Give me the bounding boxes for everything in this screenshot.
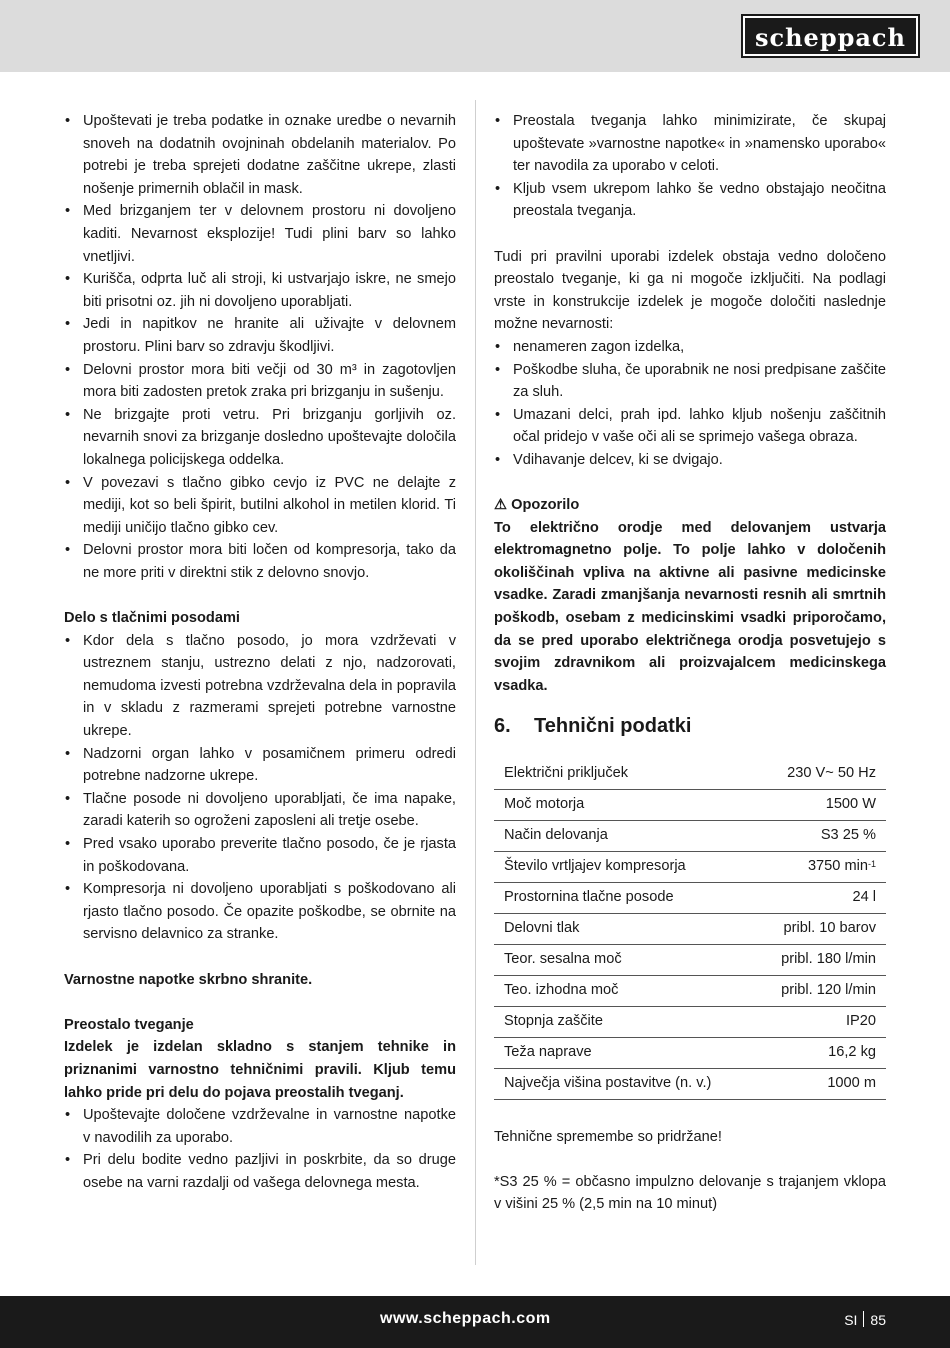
list-item: • V povezavi s tlačno gibko cevjo iz PVC ne delajte z mediji, kot so beli špirit, butilni alkohol in metilen klorid. Ti mediji uničijo tlačno gibko cev. [64,472,456,540]
list-item: • Ne brizgajte proti vetru. Pri brizganju gorljivih oz. nevarnih snovi za brizganje dosledno upoštevajte določila lokalnega policijskega oddelka. [64,404,456,472]
table-row [494,913,886,944]
section-heading-technical-data [494,715,886,738]
list-item: • Umazani delci, prah ipd. lahko kljub nošenju zaščitnih očal pridejo v vaše oči ali se sprimejo vašega obraza. [494,404,886,449]
spec-value-text: 1500 W [825,796,876,813]
spec-value [754,758,886,789]
list-item: • Vdihavanje delcev, ki se dvigajo. [494,449,886,472]
technical-changes-note: Tehnične spremembe so pridržane! [494,1128,722,1145]
list-item: • Jedi in napitkov ne hranite ali uživajte v delovnem prostoru. Plini barv so zdravju škodljivi. [64,313,456,358]
list-item: • Kompresorja ni dovoljeno uporabljati s poškodovano ali rjasto tlačno posodo. Če opazite poškodbe, se obrnite na servisno delavnico za stranke. [64,878,456,946]
footer-page-number: 85 [870,1312,886,1328]
table-row [494,1037,886,1068]
spec-label: Način delovanja [494,820,754,851]
s3-footnote: *S3 25 % = občasno impulzno delovanje s trajanjem vklopa v višini 25 % (2,5 min na 10 minut) [494,1173,886,1213]
list-item: • Kurišča, odprta luč ali stroji, ki ustvarjajo iskre, ne smejo biti prisotni oz. jih ni dovoljeno uporabljati. [64,268,456,313]
table-row [494,882,886,913]
table-row [494,851,886,882]
list-item: • Kljub vsem ukrepom lahko še vedno obstajajo neočitna preostala tveganja. [494,178,886,223]
list-item: • nenameren zagon izdelka, [494,336,886,359]
safety-list-spraying [64,110,456,584]
spec-label: Število vrtljajev kompresorja [494,851,754,882]
residual-risk-list [64,1104,456,1194]
spec-label: Stopnja zaščite [494,1006,754,1037]
spec-label: Moč motorja [494,789,754,820]
footer-bar [0,1296,950,1348]
left-column [64,110,456,1195]
list-item: • Pred vsako uporabo preverite tlačno posodo, če je rjasta in poškodovana. [64,833,456,878]
spec-value [754,820,886,851]
heading-residual-risk: Preostalo tveganje [64,1016,194,1033]
list-item: • Pri delu bodite vedno pazljivi in poskrbite, da so druge osebe na varni razdalji od vašega delovnega mesta. [64,1149,456,1194]
warning-triangle-icon: ⚠ [494,497,508,514]
spec-value-text: pribl. 120 l/min [781,982,876,999]
spec-value [754,1068,886,1099]
spec-value-text: IP20 [845,1013,876,1030]
spec-value-text: 1000 m [827,1075,876,1092]
spec-value [754,1006,886,1037]
footer-page-indicator [844,1311,886,1328]
list-item: • Delovni prostor mora biti ločen od kompresorja, tako da ne more priti v direktni stik z delovno snovjo. [64,539,456,584]
spec-value-text: 3750 min [807,858,868,875]
right-column [494,110,886,1216]
spec-value [754,975,886,1006]
table-row [494,758,886,789]
list-item: • Kdor dela s tlačno posodo, jo mora vzdrževati v ustreznem stanju, ustrezno delati z njo, nadzorovati, nemudoma izvesti potrebna vzdrževalna dela in popravila in v skladu z razmerami sprejeti potrebne varnostne ukrepe. [64,630,456,743]
list-item: • Preostala tveganja lahko minimizirate, če skupaj upoštevate »varnostne napotke« in »namensko uporabo« ter navodila za uporabo v celoti. [494,110,886,178]
spec-value [754,789,886,820]
table-row [494,1068,886,1099]
spec-value [754,1037,886,1068]
table-row [494,944,886,975]
section-title: Tehnični podatki [534,715,692,738]
spec-label: Delovni tlak [494,913,754,944]
residual-risk-intro: Izdelek je izdelan skladno s stanjem tehnike in priznanimi varnostno tehničnimi pravili. Kljub temu lahko pride pri delu do pojava preostalih tveganj. [64,1039,456,1101]
spec-unit-exponent: -1 [867,859,876,870]
keep-instructions-note: Varnostne napotke skrbno shranite. [64,971,313,988]
residual-minimize-list [494,110,886,223]
section-number: 6. [494,715,511,738]
spec-value-text: 16,2 kg [828,1044,876,1061]
spec-label: Teo. izhodna moč [494,975,754,1006]
spec-value [754,882,886,913]
spec-value-text: 230 V~ 50 Hz [787,764,876,781]
table-row [494,789,886,820]
brand-logo: scheppach [743,16,918,56]
list-item: • Poškodbe sluha, če uporabnik ne nosi predpisane zaščite za sluh. [494,359,886,404]
spec-value-text: S3 25 % [820,827,876,844]
spec-value [754,851,886,882]
spec-value [754,944,886,975]
spec-label: Električni priključek [494,758,754,789]
heading-pressure-vessels: Delo s tlačnimi posodami [64,610,240,627]
spec-value [754,913,886,944]
table-row [494,820,886,851]
footer-language: SI [844,1312,858,1328]
list-item: • Tlačne posode ni dovoljeno uporabljati, če ima napake, zaradi katerih so ogroženi zaposleni ali tretje osebe. [64,788,456,833]
safety-list-pressure [64,630,456,946]
table-row [494,1006,886,1037]
spec-value-text: 24 l [852,889,876,906]
header-bar [0,0,950,72]
spec-label: Največja višina postavitve (n. v.) [494,1068,754,1099]
residual-risk-paragraph: Tudi pri pravilni uporabi izdelek obstaja vedno določeno preostalo tveganje, ki ga ni mogoče izključiti. Na podlagi vrste in konstrukcije izdelek je mogoče določiti naslednje možne nevarnosti: [494,248,886,333]
possible-hazards-list [494,336,886,472]
technical-data-table [494,758,886,1100]
footer-website-link[interactable]: www.scheppach.com [380,1310,551,1327]
spec-label: Teža naprave [494,1037,754,1068]
list-item: • Upoštevati je treba podatke in oznake uredbe o nevarnih snoveh na dodatnih ovojninah obdelanih materialov. Po potrebi je treba sprejeti dodatne zaščitne ukrepe, zlasti nošenje primernih oblačil in mask. [64,110,456,200]
footer-separator [863,1311,864,1327]
spec-value-text: pribl. 10 barov [783,920,876,937]
column-divider [475,100,476,1265]
spec-value-text: pribl. 180 l/min [781,951,876,968]
spec-label: Prostornina tlačne posode [494,882,754,913]
list-item: • Delovni prostor mora biti večji od 30 m³ in zagotovljen mora biti zadosten pretok zraka pri brizganju in sušenju. [64,359,456,404]
warning-text: To električno orodje med delovanjem ustvarja elektromagnetno polje. To polje lahko v določenih okoliščinah vpliva na aktivne ali pasivne medicinske vsadke. Zaradi zmanjšanja nevarnosti resnih ali smrtnih poškodb, osebam z medicinskimi vsadki priporočamo, da se pred uporabo električnega orodja posvetujejo s svojim zdravnikom ali proizvajalcem medicinskega vsadka. [494,519,886,694]
warning-heading [494,494,886,517]
table-row [494,975,886,1006]
list-item: • Nadzorni organ lahko v posamičnem primeru odredi potrebne nadzorne ukrepe. [64,743,456,788]
list-item: • Med brizganjem ter v delovnem prostoru ni dovoljeno kaditi. Nevarnost eksplozije! Tudi plini barv so lahko vnetljivi. [64,200,456,268]
spec-label: Teor. sesalna moč [494,944,754,975]
list-item: • Upoštevajte določene vzdrževalne in varnostne napotke v navodilih za uporabo. [64,1104,456,1149]
warning-title: Opozorilo [511,497,580,514]
